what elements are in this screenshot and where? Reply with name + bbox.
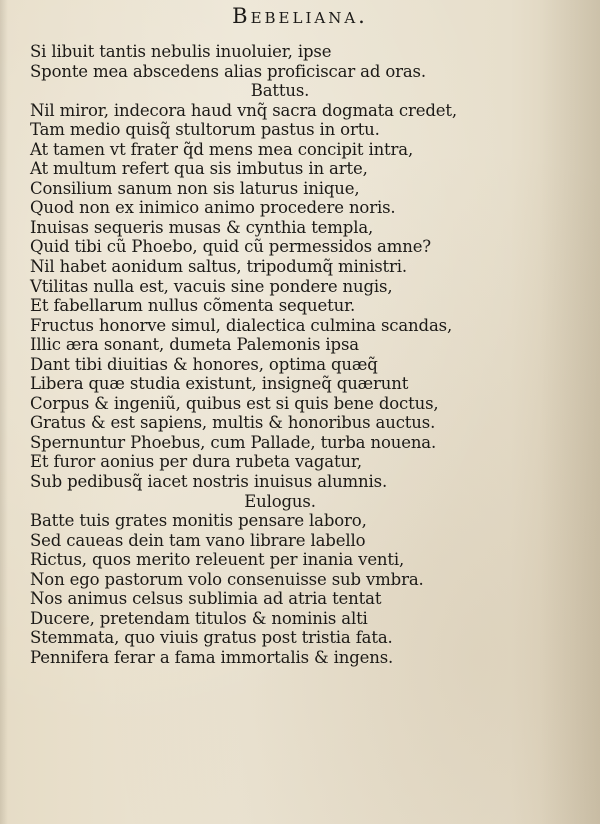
verse-line: Non ego pastorum volo consenuisse sub vmbra. [30,569,424,589]
verse-line: Libera quæ studia existunt, insigneq̃ quærunt [30,374,409,394]
verse-line: Sponte mea abscedens alias proficiscar ad oras. [30,61,426,81]
verse-line: Gratus & est sapiens, multis & honoribus auctus. [30,413,436,433]
verse-line: Pennifera ferar a fama immortalis & ingens. [30,647,394,667]
verse-line: Si libuit tantis nebulis inuoluier, ipse [30,42,332,61]
verse-line: Batte tuis grates monitis pensare laboro, [30,511,367,531]
running-header: Bebeliana. [232,4,368,28]
verse-line: Corpus & ingeniũ, quibus est si quis bene doctus, [30,393,439,413]
verse-line: Ducere, pretendam titulos & nominis alti [30,608,368,628]
verse-line: Inuisas sequeris musas & cynthia templa, [30,217,374,237]
page-gutter-shadow [0,0,8,824]
verse-line: At multum refert qua sis imbutus in arte, [30,159,368,179]
verse-line: Nos animus celsus sublimia ad atria tentat [30,589,382,609]
verse-line: Fructus honorve simul, dialectica culmina scandas, [30,315,453,335]
verse-line: Quod non ex inimico animo procedere noris. [30,198,396,218]
verse-block [30,42,470,668]
verse-line: Spernuntur Phoebus, cum Pallade, turba nouena. [30,432,437,452]
page-edge-bleed [540,0,600,824]
verse-line: Nil miror, indecora haud vnq̃ sacra dogmata credet, [30,100,457,120]
verse-line: Consilium sanum non sis laturus inique, [30,178,360,198]
verse-line: Vtilitas nulla est, vacuis sine pondere nugis, [30,276,393,296]
verse-line: Quid tibi cũ Phoebo, quid cũ permessidos amne? [30,237,432,257]
verse-line: Sed caueas dein tam vano librare labello [30,530,366,550]
verse-line: Tam medio quisq̃ stultorum pastus in ortu. [30,120,380,140]
verse-line: Illic æra sonant, dumeta Palemonis ipsa [30,335,359,355]
verse-line: Nil habet aonidum saltus, tripodumq̃ ministri. [30,257,407,277]
verse-line: Dant tibi diuitias & honores, optima quæq̃ [30,354,378,374]
verse-line: Sub pedibusq̃ iacet nostris inuisus alumnis. [30,472,388,492]
verse-line: Et furor aonius per dura rubeta vagatur, [30,452,362,472]
speaker-name: Eulogus. [244,491,316,511]
verse-line: Stemmata, quo viuis gratus post tristia fata. [30,628,393,648]
speaker-name: Battus. [250,81,310,101]
verse-line: Rictus, quos merito releuent per inania venti, [30,550,405,570]
verse-line: At tamen vt frater q̃d mens mea concipit intra, [30,139,414,159]
verse-line: Et fabellarum nullus cõmenta sequetur. [30,296,356,316]
